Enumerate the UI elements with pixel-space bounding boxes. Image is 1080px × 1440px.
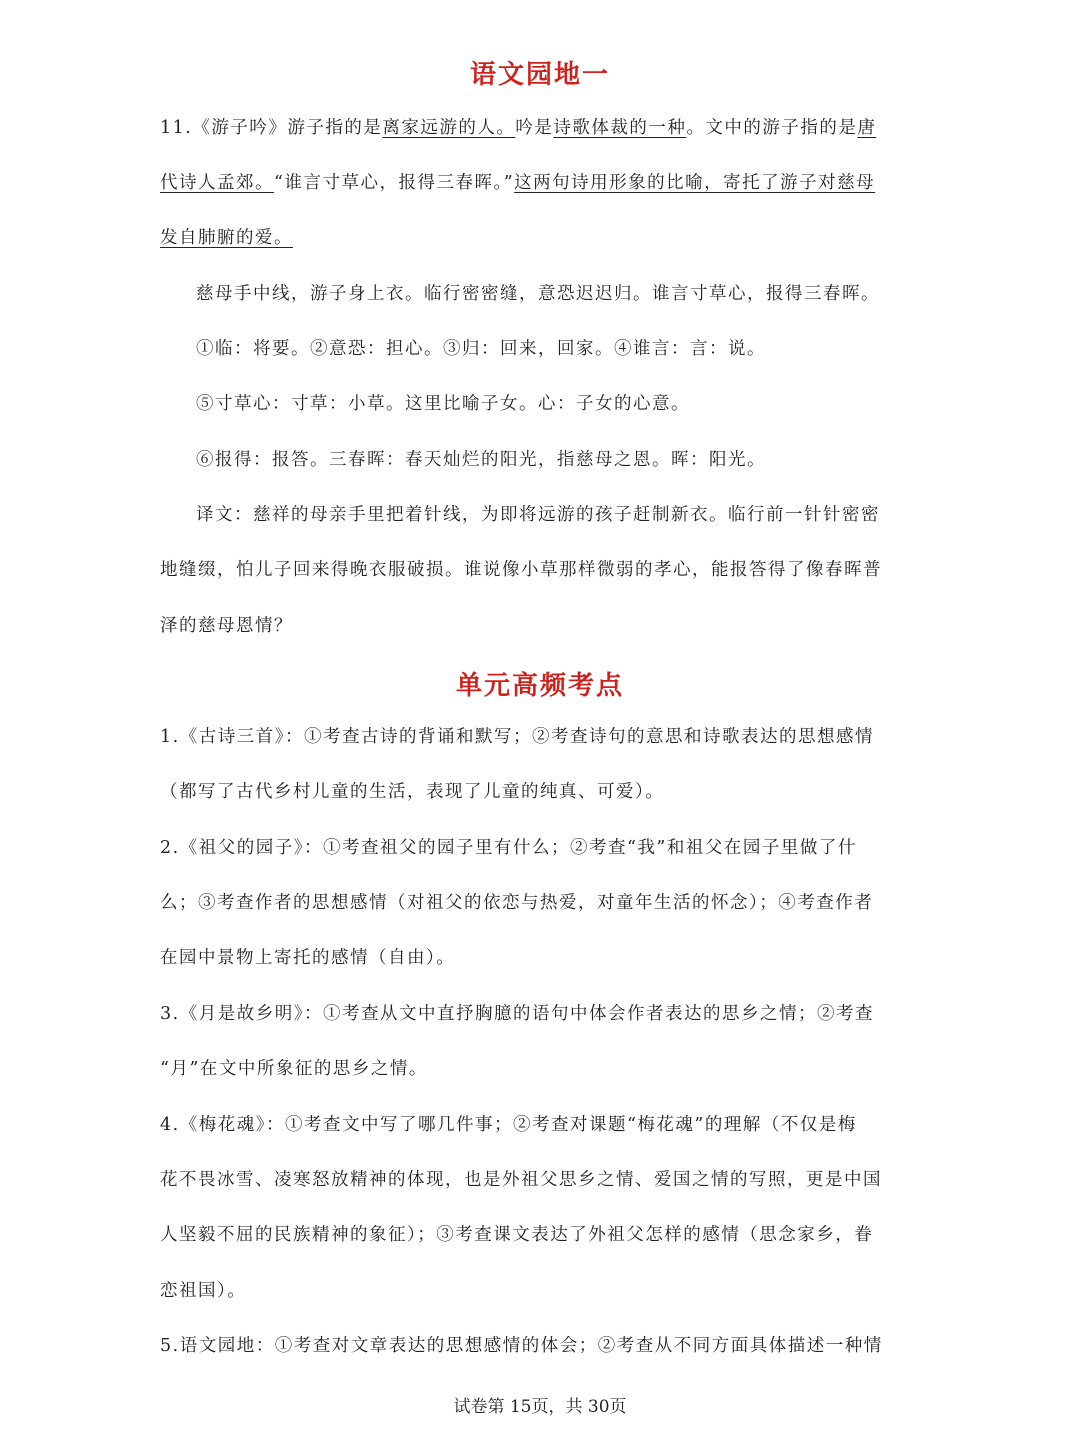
answer-underlined: 这两句诗用形象的比喻，寄托了游子对慈母 [514,173,876,193]
translation-line: 译文：慈祥的母亲手里把着针线，为即将远游的孩子赶制新衣。临行前一针针密密 [196,505,880,525]
quote-text: “谁言寸草心，报得三春晖。” [274,173,515,193]
intro-line-1 [160,116,877,140]
translation-line: 泽的慈母恩情？ [160,616,293,636]
kaodian-line: 2.《祖父的园子》：①考查祖父的园子里有什么；②考查“我”和祖父在园子里做了什 [160,838,857,858]
intro-text: 。文中的游子指的是 [686,118,858,138]
kaodian-line: 3.《月是故乡明》：①考查从文中直抒胸臆的语句中体会作者表达的思乡之情；②考查 [160,1004,874,1024]
kaodian-line: 在园中景物上寄托的感情（自由）。 [160,948,456,968]
answer-underlined: 诗歌体裁的一种 [553,118,687,138]
intro-line-3 [160,226,865,250]
intro-line-2 [160,171,876,195]
note-line: ⑤寸草心：寸草：小草。这里比喻子女。心：子女的心意。 [196,394,690,414]
note-line: ⑥报得：报答。三春晖：春天灿烂的阳光，指慈母之恩。晖：阳光。 [196,450,766,470]
kaodian-line: （都写了古代乡村儿童的生活，表现了儿童的纯真、可爱）。 [160,782,665,802]
answer-underlined: 发自肺腑的爱。 [160,228,293,248]
answer-underlined: 唐 [857,118,877,138]
intro-text: 吟是 [515,118,554,138]
section-title-yuwen-yuandi: 语文园地一 [469,60,610,90]
kaodian-line: 4.《梅花魂》：①考查文中写了哪几件事；②考查对课题“梅花魂”的理解（不仅是梅 [160,1115,857,1135]
kaodian-line: 恋祖国）。 [160,1281,247,1301]
kaodian-line: 5.语文园地：①考查对文章表达的思想感情的体会；②考查从不同方面具体描述一种情 [160,1336,883,1356]
section-title-gaopin-kaodian: 单元高频考点 [455,671,624,701]
kaodian-line: 人坚毅不屈的民族精神的象征）；③考查课文表达了外祖父怎样的感情（思念家乡，眷 [160,1225,874,1245]
kaodian-line: “月”在文中所象征的思乡之情。 [160,1059,428,1079]
translation-line: 地缝缀，怕儿子回来得晚衣服破损。谁说像小草那样微弱的孝心，能报答得了像春晖普 [160,560,882,580]
kaodian-line: 1.《古诗三首》：①考查古诗的背诵和默写；②考查诗句的意思和诗歌表达的思想感情 [160,727,874,747]
kaodian-line: 花不畏冰雪、凌寒怒放精神的体现，也是外祖父思乡之情、爱国之情的写照，更是中国 [160,1170,882,1190]
intro-text: 11.《游子吟》游子指的是 [160,118,383,138]
answer-underlined: 离家远游的人。 [382,118,516,138]
page-footer: 试卷第 15页，共 30页 [453,1397,627,1417]
poem-text: 慈母手中线，游子身上衣。临行密密缝，意恐迟迟归。谁言寸草心，报得三春晖。 [196,284,880,304]
answer-underlined: 代诗人孟郊。 [160,173,274,193]
kaodian-line: 么；③考查作者的思想感情（对祖父的依恋与热爱，对童年生活的怀念）；④考查作者 [160,893,874,913]
note-line: ①临：将要。②意恐：担心。③归：回来，回家。④谁言：言：说。 [196,339,766,359]
